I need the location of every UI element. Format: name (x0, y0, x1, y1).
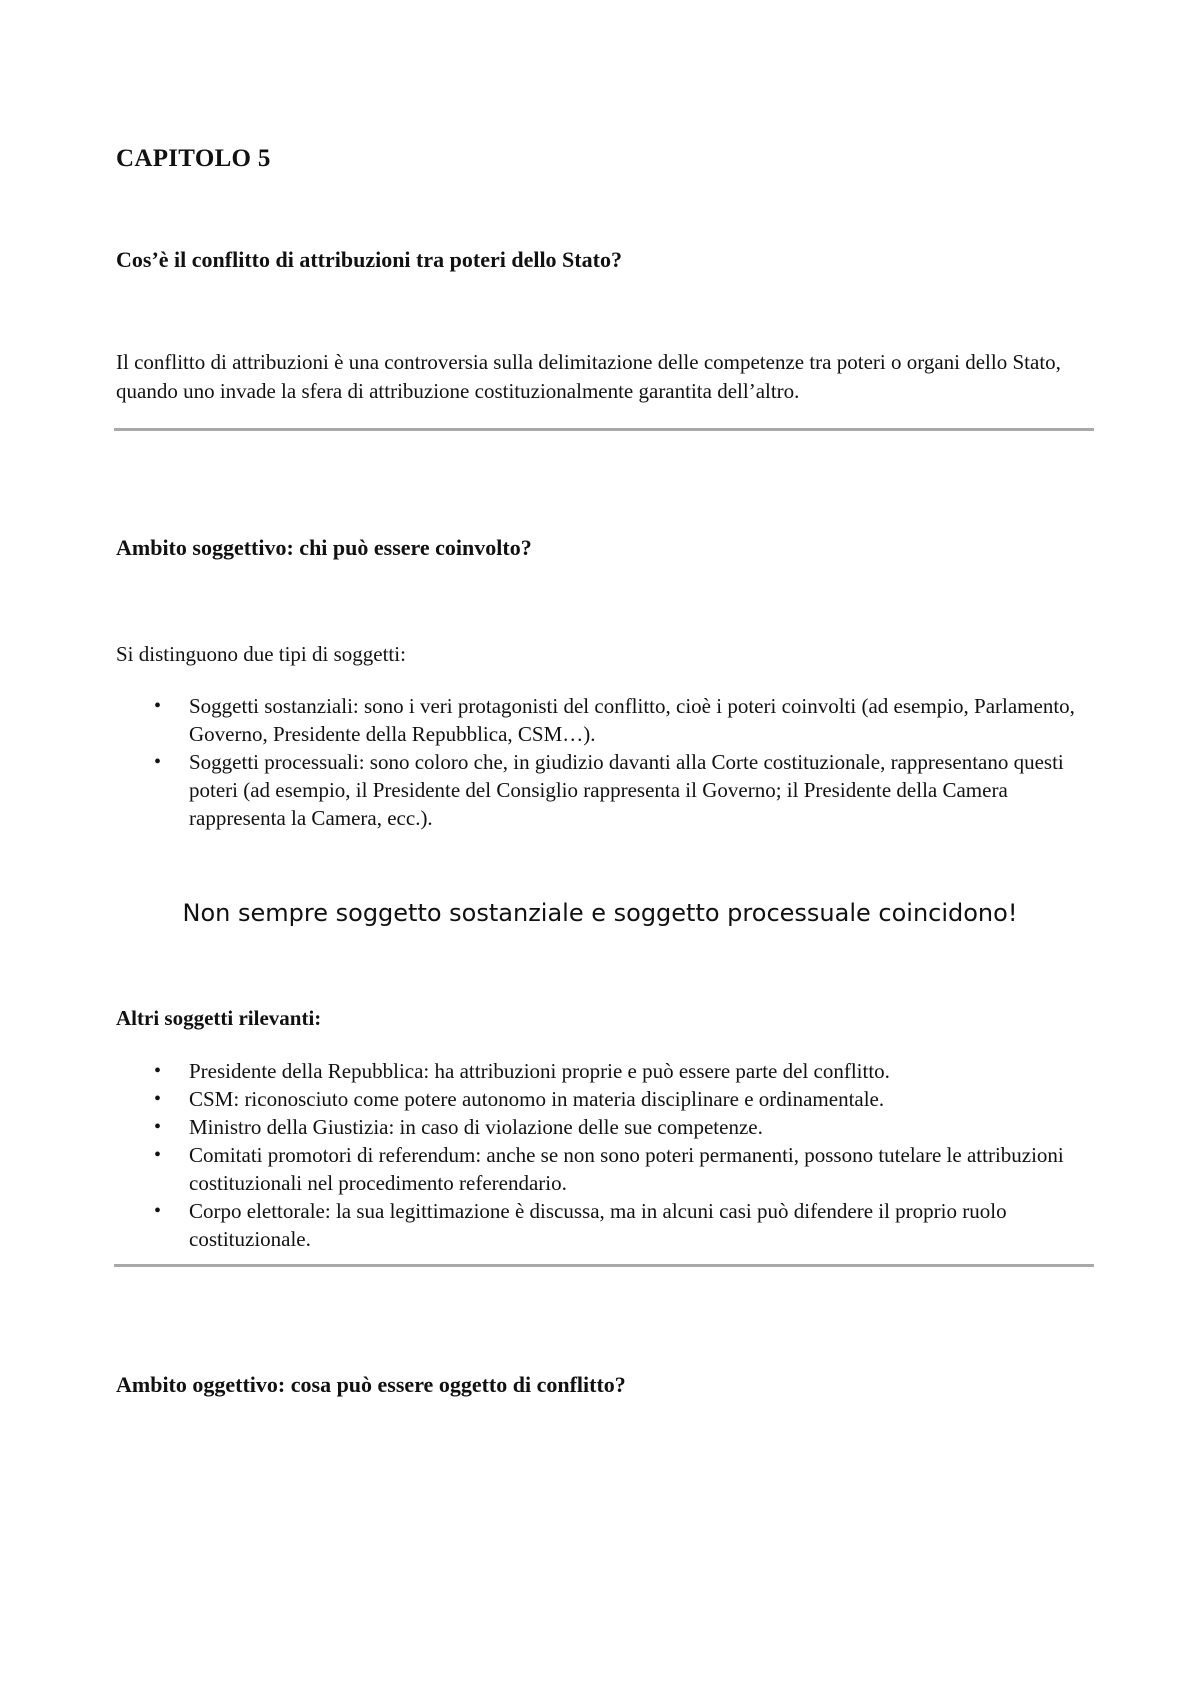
subjects-list (116, 692, 1100, 832)
bullet-icon: • (154, 695, 162, 717)
list-item-text: Comitati promotori di referendum: anche se non sono poteri permanenti, possono tutelare le attribuzioni costituzionali nel procedimento referendario. (189, 1143, 1064, 1195)
emphasis-note: Non sempre soggetto sostanziale e soggetto processuale coincidono! (182, 899, 1018, 927)
list-item-text: Soggetti sostanziali: sono i veri protagonisti del conflitto, cioè i poteri coinvolti (ad esempio, Parlamento, Governo, Presidente della Repubblica, CSM…). (189, 694, 1075, 746)
bullet-icon: • (154, 1088, 162, 1110)
list-item-text: CSM: riconosciuto come potere autonomo in materia disciplinare e ordinamentale. (189, 1087, 885, 1111)
bullet-icon: • (154, 1144, 162, 1166)
other-subjects-list (116, 1057, 1100, 1253)
definition-paragraph: Il conflitto di attribuzioni è una controversia sulla delimitazione delle competenze tra poteri o organi dello Stato, quando uno invade la sfera di attribuzione costituzionalmente garantita dell’altro. (116, 350, 1061, 403)
bullet-icon: • (154, 1116, 162, 1138)
list-item-text: Corpo elettorale: la sua legittimazione è discussa, ma in alcuni casi può difendere il proprio ruolo costituzionale. (189, 1199, 1007, 1251)
list-item (116, 1057, 1100, 1085)
other-subjects-heading: Altri soggetti rilevanti: (116, 1006, 322, 1030)
list-item (116, 1085, 1100, 1113)
bullet-icon: • (154, 1060, 162, 1082)
list-item (116, 1141, 1100, 1197)
list-item (116, 1113, 1100, 1141)
list-item (116, 748, 1100, 832)
bullet-icon: • (154, 1200, 162, 1222)
horizontal-divider (114, 428, 1094, 431)
subjects-intro: Si distinguono due tipi di soggetti: (116, 642, 406, 666)
list-item-text: Ministro della Giustizia: in caso di violazione delle sue competenze. (189, 1115, 763, 1139)
list-item (116, 692, 1100, 748)
list-item-text: Presidente della Repubblica: ha attribuzioni proprie e può essere parte del conflitto. (189, 1059, 890, 1083)
section-heading-ambito-oggettivo: Ambito oggettivo: cosa può essere oggetto di conflitto? (116, 1372, 626, 1397)
chapter-title: CAPITOLO 5 (116, 145, 271, 172)
section-heading-conflitto: Cos’è il conflitto di attribuzioni tra poteri dello Stato? (116, 247, 622, 272)
bullet-icon: • (154, 751, 162, 773)
section-heading-ambito-soggettivo: Ambito soggettivo: chi può essere coinvolto? (116, 535, 532, 560)
list-item (116, 1197, 1100, 1253)
list-item-text: Soggetti processuali: sono coloro che, in giudizio davanti alla Corte costituzionale, rappresentano questi poteri (ad esempio, il Presidente del Consiglio rappresenta il Governo; il Presidente della Camera rappresenta la Camera, ecc.). (189, 750, 1064, 830)
horizontal-divider (114, 1264, 1094, 1267)
